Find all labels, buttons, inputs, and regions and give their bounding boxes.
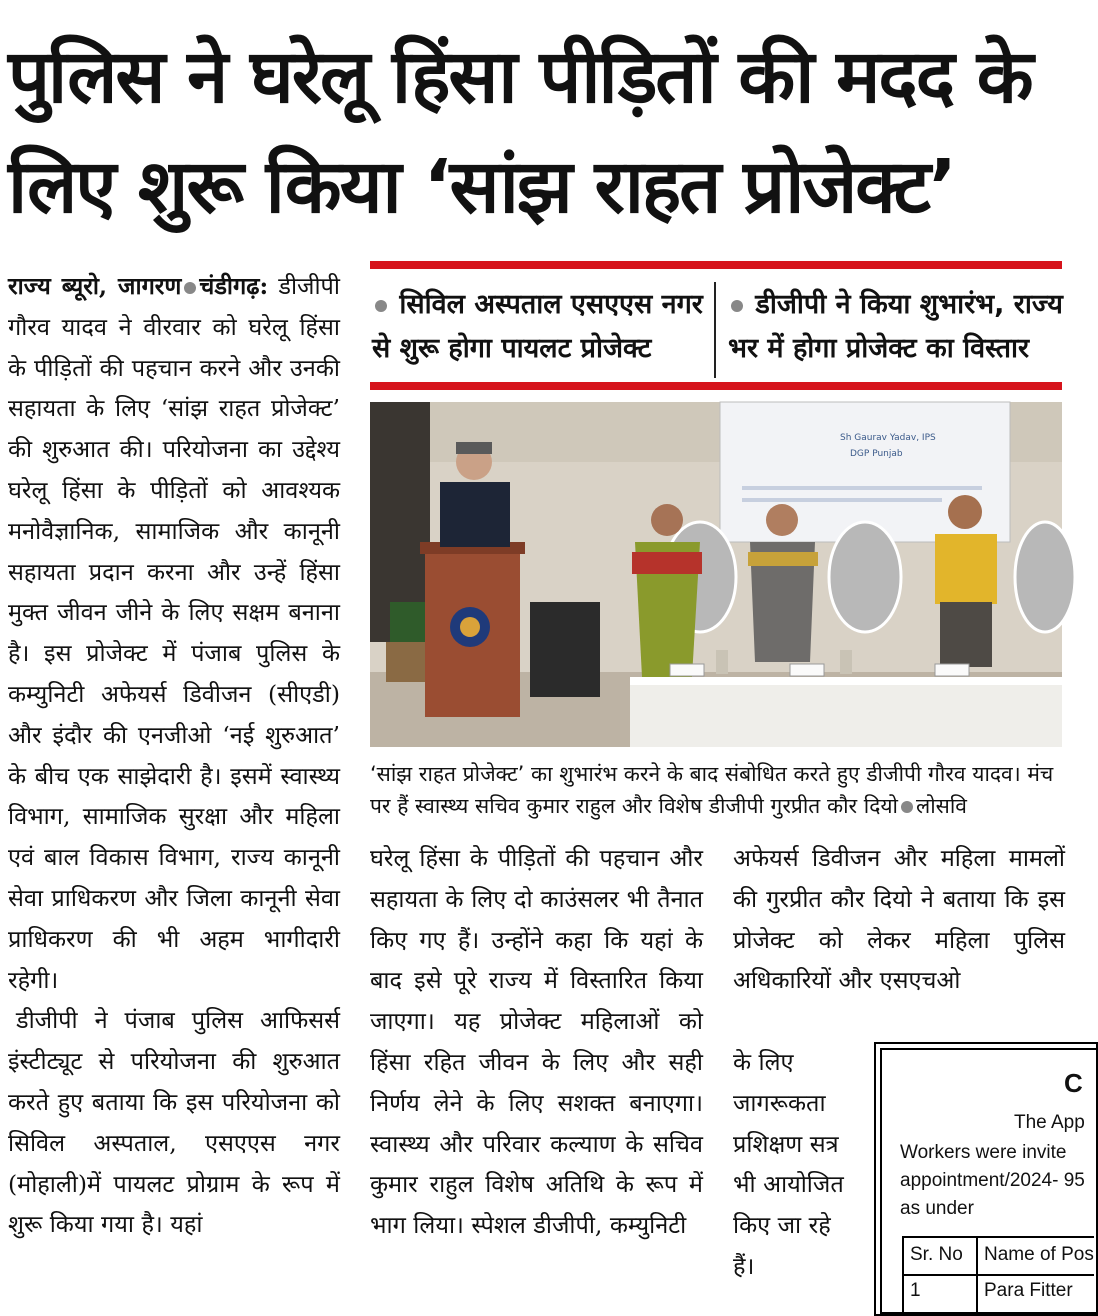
bullet-dot-icon xyxy=(901,801,913,813)
ad-line-2: Workers were invite xyxy=(900,1142,1067,1163)
article-text-1: डीजीपी गौरव यादव ने वीरवार को घरेलू हिंसा के पीड़ितों की पहचान करने और उनकी सहायता के लिए ‘सांझ राहत प्रोजेक्ट’ की शुरुआत की। परियोजना का उद्देश्य घरेलू हिंसा के पीड़ितों को आवश्यक मनोवैज्ञानिक, सामाजिक और कानूनी सहायता प्रदान करना और उन्हें हिंसा मुक्त जीवन जीने के लिए सक्षम बनाना है। इस प्रोजेक्ट में पंजाब पुलिस के कम्युनिटी अफेयर्स डिवीजन (सीएडी) और इंदौर की एनजीओ ‘नई शुरुआत’ के बीच एक साझेदारी है। इसमें स्वास्थ्य विभाग, सामाजिक सुरक्षा और महिला एवं बाल विकास विभाग, राज्य कानूनी सेवा प्राधिकरण और जिला कानूनी सेवा प्राधिकरण की भी अहम भागीदारी रहेगी। xyxy=(8,272,340,994)
ad-table-header-sr: Sr. No xyxy=(910,1244,963,1265)
highlight-left-text: सिविल अस्पताल एसएएस नगर से शुरू होगा पायलट प्रोजेक्ट xyxy=(372,289,703,364)
article-column-3-narrow xyxy=(733,1042,851,1287)
highlight-right-text: डीजीपी ने किया शुभारंभ, राज्य भर में होगा प्रोजेक्ट का विस्तार xyxy=(728,289,1063,364)
article-paragraph-5: के लिए जागरूकता प्रशिक्षण सत्र भी आयोजित किए जा रहे हैं। xyxy=(733,1048,844,1280)
highlight-left xyxy=(372,283,707,371)
highlight-bottom-rule xyxy=(370,382,1062,390)
ad-table-cell-name: Para Fitter xyxy=(984,1280,1073,1301)
article-column-2 xyxy=(370,838,703,1246)
classified-ad xyxy=(874,1042,1098,1316)
ad-line-3: appointment/2024- 95 xyxy=(900,1170,1085,1191)
article-paragraph-1 xyxy=(8,266,340,1000)
article-paragraph-2: डीजीपी ने पंजाब पुलिस आफिसर्स इंस्टीट्यूट से परियोजना की शुरुआत करते हुए बताया कि इस परियोजना को सिविल अस्पताल, एसएएस नगर (मोहाली)में पायलट प्रोग्राम के रूप में शुरू किया गया है। यहां xyxy=(8,1006,340,1239)
bullet-dot-icon xyxy=(184,282,196,294)
article-column-1 xyxy=(8,266,340,1245)
highlight-divider xyxy=(714,282,716,378)
bullet-dot-icon xyxy=(731,300,743,312)
headline xyxy=(8,22,1073,242)
headline-line-1: पुलिस ने घरेलू हिंसा पीड़ितों की मदद के xyxy=(8,34,1032,120)
news-photo xyxy=(370,402,1062,747)
highlight-top-rule xyxy=(370,261,1062,269)
caption-credit: लोसवि xyxy=(916,794,967,818)
ad-line-4: as under xyxy=(900,1198,974,1219)
photo-caption xyxy=(370,758,1062,822)
ad-line-1: The App xyxy=(1014,1112,1085,1133)
byline-bureau: राज्य ब्यूरो, जागरण xyxy=(8,272,182,300)
caption-text: ‘सांझ राहत प्रोजेक्ट’ का शुभारंभ करने के बाद संबोधित करते हुए डीजीपी गौरव यादव। मंच पर हैं स्वास्थ्य सचिव कुमार राहुल और विशेष डीजीपी गुरप्रीत कौर दियो xyxy=(370,762,1054,818)
ad-table-cell-sr: 1 xyxy=(910,1280,921,1301)
ad-heading: C xyxy=(1064,1068,1083,1098)
ad-table xyxy=(902,1236,1094,1312)
highlight-right xyxy=(728,283,1063,371)
screen-title-line: Sh Gaurav Yadav, IPS xyxy=(840,433,936,443)
article-column-3 xyxy=(733,838,1065,1001)
event-photo-illustration xyxy=(370,402,1062,747)
screen-subtitle-line: DGP Punjab xyxy=(850,449,903,459)
byline-place: चंडीगढ़: xyxy=(199,272,269,300)
bullet-dot-icon xyxy=(375,300,387,312)
ad-table-header-name: Name of Pos xyxy=(984,1244,1094,1265)
article-paragraph-3: घरेलू हिंसा के पीड़ितों की पहचान और सहायता के लिए दो काउंसलर भी तैनात किए गए हैं। उन्होंने कहा कि यहां के बाद इसे पूरे राज्य में विस्तारित किया जाएगा। यह प्रोजेक्ट महिलाओं को हिंसा रहित जीवन के लिए और सही निर्णय लेने के लिए सशक्त बनाएगा। स्वास्थ्य और परिवार कल्याण के सचिव कुमार राहुल विशेष अतिथि के रूप में भाग लिया। स्पेशल डीजीपी, कम्युनिटी xyxy=(370,844,703,1240)
headline-line-2: लिए शुरू किया ‘सांझ राहत प्रोजेक्ट’ xyxy=(8,144,956,230)
article-paragraph-4: अफेयर्स डिवीजन और महिला मामलों की गुरप्रीत कौर दियो ने बताया कि इस प्रोजेक्ट को लेकर महिला पुलिस अधिकारियों और एसएचओ xyxy=(733,844,1065,995)
